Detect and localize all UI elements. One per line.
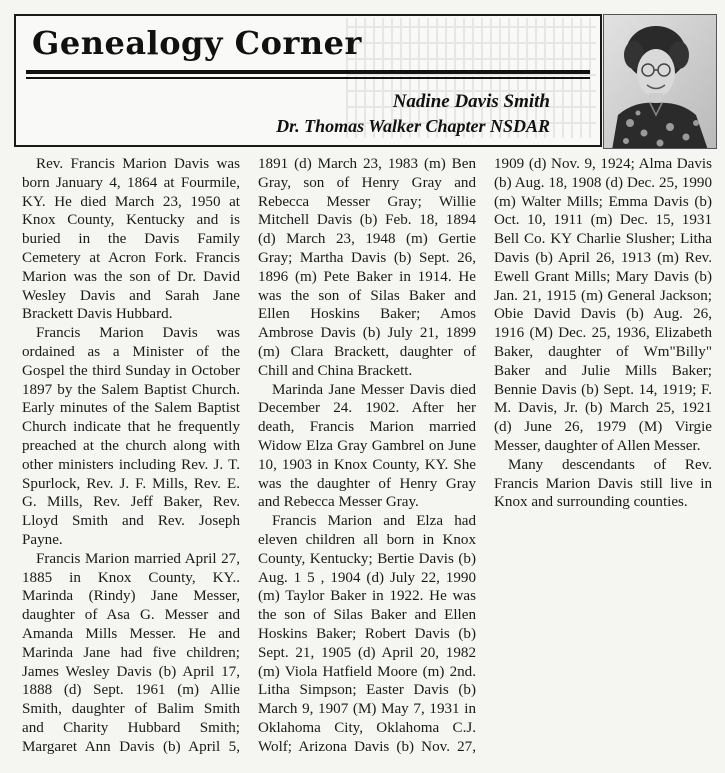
paragraph: Francis Marion married April 27, 1885 in Knox County, KY.. Marinda (Rindy) Jane Messer, daughter of Asa G. Messer and Amanda Mills Messer. He and Marinda Jane had five children; James Wesley Davis (b) April 17, 1888 (d) Sept. 1961 (m) Allie Smith, daughter of Balim Smith and Charity Hubbard Smith; Margaret Ann Davis (b) April 5, 1891 (d) March 23, 1983 (m) Ben Gray, son of Henry Gray and Rebecca Messer Gray; Willie Mitchell Davis (b) Feb. 18, 1894 (d) March 23, 1948 (m) Gertie Gray; Martha Davis (b) Sept. 26, 1896 (m) Pete Baker in 1914. He was the son of Silas Baker and Ellen Hoskins Baker; Amos Ambrose Davis (b) July 21, 1899 (m) Clara Brackett, daughter of Chill and China Brackett. (22, 156, 476, 755)
title-rule-thick (26, 70, 590, 74)
chapter-name: Dr. Thomas Walker Chapter NSDAR (276, 116, 550, 136)
byline (276, 90, 550, 138)
paragraph: Many descendants of Rev. Francis Marion Davis still live in Knox and surrounding counties. (494, 456, 712, 511)
paragraph: Rev. Francis Marion Davis was born January 4, 1864 at Fourmile, KY. He died March 23, 1950 at Knox County, Kentucky and is buried in the Davis Family Cemetery at Acron Fork. Francis Marion was the son of Dr. David Wesley Davis and Sarah Jane Brackett Davis Hubbard. (22, 156, 240, 323)
paragraph: Marinda Jane Messer Davis died December 24. 1902. After her death, Francis Marion married Widow Elza Gray Gambrel on June 10, 1903 in Knox County, KY. She was the daughter of Henry Gray and Rebecca Messer Gray. (258, 381, 476, 511)
title-rule-thin (26, 77, 590, 79)
author-photo (603, 14, 717, 149)
column-title: Genealogy Corner (32, 24, 362, 62)
column-header (14, 14, 602, 147)
paragraph: Francis Marion Davis was ordained as a Minister of the Gospel the third Sunday in October 1897 by the Salem Baptist Church. Early minutes of the Salem Baptist Church indicate that he frequently preached at the church along with other ministers including Rev. J. T. Spurlock, Rev. J. F. Mills, Rev. E. G. Mills, Rev. Jeff Baker, Rev. Lloyd Smith and Rev. Joseph Payne. (22, 325, 240, 548)
author-name: Nadine Davis Smith (392, 91, 550, 112)
author-portrait-icon (604, 15, 717, 149)
article-body (22, 155, 712, 765)
paragraph: Francis Marion and Elza had eleven children all born in Knox County, Kentucky; Bertie Davis (b) Aug. 1 5 , 1904 (d) July 22, 1990 (m) Taylor Baker in 1922. He was the son of Silas Baker and Ellen Hoskins Baker; Robert Davis (b) Sept. 21, 1905 (d) April 20, 1982 (m) Viola Hatfield Moore (m) 2nd. Litha Simpson; Easter Davis (b) March 9, 1907 (M) May 7, 1931 in Oklahoma City, Oklahoma C.J. Wolf; Arizona Davis (b) Nov. 27, 1909 (d) Nov. 9, 1924; Alma Davis (b) Aug. 18, 1908 (d) Dec. 25, 1990 (m) Walter Mills; Emma Davis (b) Oct. 10, 1911 (m) Dec. 15, 1931 Bell Co. KY Charlie Slusher; Litha Davis (b) April 26, 1913 (m) Rev. Ewell Grant Mills; Mary Davis (b) Jan. 21, 1915 (m) General Jackson; Obie David Davis (b) Aug. 26, 1916 (M) Dec. 25, 1936, Elizabeth Baker, daughter of Wm"Billy" Baker and Julie Mills Baker; Bennie Davis (b) Sept. 14, 1919; F. M. Davis, Jr. (b) March 25, 1921 (d) June 26, 1979 (M) Virgie Messer, daughter of Allen Messer. (258, 156, 712, 755)
